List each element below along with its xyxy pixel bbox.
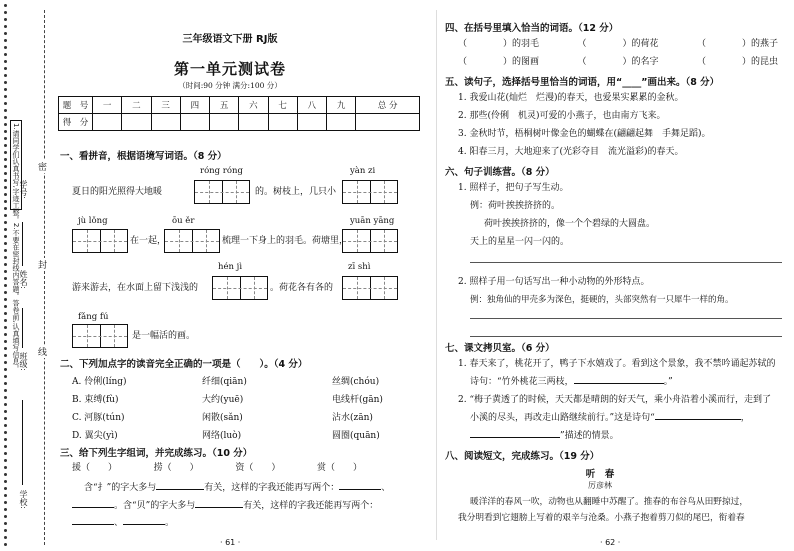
border-dot: [4, 4, 7, 7]
border-dot: [4, 361, 7, 364]
border-dot: [4, 529, 7, 532]
border-dot: [4, 291, 7, 294]
border-dot: [4, 67, 7, 70]
border-dot: [4, 39, 7, 42]
score-header-cell: 四: [180, 97, 209, 114]
border-dot: [4, 193, 7, 196]
q2-word: 纤细(qiān): [202, 377, 247, 387]
score-cell[interactable]: [151, 114, 180, 131]
blank[interactable]: [72, 507, 114, 508]
border-dot: [4, 81, 7, 84]
pinyin-henji: hén jì: [218, 262, 243, 272]
write-box-rongrong[interactable]: [194, 180, 250, 204]
border-dot: [4, 172, 7, 175]
pinyin-julong: jù lǒng: [78, 216, 108, 226]
border-dot: [4, 326, 7, 329]
q1-text-4: 梳理一下身上的羽毛。荷塘里，: [222, 236, 349, 246]
q2-word: 电线杆(gān): [332, 395, 383, 405]
number-label: 学号:: [19, 180, 28, 199]
border-dot: [4, 298, 7, 301]
border-dot: [4, 74, 7, 77]
char-zi[interactable]: 资（ ）: [235, 463, 281, 473]
score-cell[interactable]: [356, 114, 420, 131]
class-blank[interactable]: [22, 308, 23, 348]
q2-option-row[interactable]: [72, 427, 422, 445]
q1-text-3: 在一起，: [130, 236, 167, 246]
border-dot: [4, 403, 7, 406]
poem-blank[interactable]: [574, 383, 664, 384]
score-cell[interactable]: [93, 114, 122, 131]
score-header-cell: 五: [210, 97, 239, 114]
q2-word: A. 伶俐(líng): [72, 377, 127, 387]
q2-word: 沾水(zān): [332, 413, 373, 423]
write-box-fangfu[interactable]: [72, 324, 128, 348]
border-dot: [4, 312, 7, 315]
border-dot: [4, 214, 7, 217]
border-dot: [4, 424, 7, 427]
q3-line-3: 、 。: [72, 517, 174, 529]
q2-option-row[interactable]: [72, 391, 422, 409]
char-shang[interactable]: 赏（ ）: [316, 463, 362, 473]
border-dot: [4, 179, 7, 182]
border-dot: [4, 130, 7, 133]
border-dot: [4, 200, 7, 203]
pinyin-fangfu: fǎng fú: [78, 312, 109, 322]
q6-item-1: 1. 照样子，把句子写生动。: [458, 183, 569, 193]
border-dot: [4, 186, 7, 189]
border-dot: [4, 354, 7, 357]
q3-line-2: 。含“贝”的字大多与 有关，这样的字我还能再写两个：: [72, 500, 378, 512]
q4-row-1[interactable]: （ ）的羽毛 （ ）的荷花 （ ）的燕子: [458, 39, 778, 49]
q6-example-1: 例：荷叶挨挨挤挤的。: [470, 201, 561, 211]
border-dot: [4, 396, 7, 399]
q2-word: 网络(luò): [202, 431, 242, 441]
seal-char-feng: 封: [38, 258, 47, 271]
q2-word: 圆圈(quān): [332, 431, 380, 441]
q2-option-row[interactable]: [72, 373, 422, 391]
q5-item-4[interactable]: 4. 阳春三月，大地迎来了(光彩夺目 流光溢彩)的春天。: [458, 147, 684, 157]
write-box-zishi[interactable]: [342, 276, 398, 300]
char-yuan[interactable]: 援（ ）: [72, 463, 118, 473]
blank[interactable]: [339, 489, 381, 490]
pinyin-rongrong: róng róng: [200, 166, 243, 176]
q7-line-3: 2. “梅子黄透了的时候，天天都是晴朗的好天气，乘小舟沿着小溪而行，走到了: [458, 395, 772, 405]
write-box-julong[interactable]: [72, 229, 128, 253]
q5-item-2[interactable]: 2. 那些(伶俐 机灵)可爱的小燕子，也由南方飞来。: [458, 111, 666, 121]
border-dot: [4, 263, 7, 266]
q5-item-3[interactable]: 3. 金秋时节，梧桐树叶像金色的蝴蝶在(翩翩起舞 手舞足蹈)。: [458, 129, 711, 139]
border-dot: [4, 53, 7, 56]
border-dot: [4, 389, 7, 392]
border-dot: [4, 151, 7, 154]
border-dot: [4, 25, 7, 28]
border-dot: [4, 109, 7, 112]
seal-line: [44, 10, 45, 545]
border-dot: [4, 207, 7, 210]
border-dot: [4, 165, 7, 168]
border-dot: [4, 284, 7, 287]
border-dot: [4, 445, 7, 448]
q6-example-1b: 荷叶挨挨挤挤的，像一个个碧绿的大圆盘。: [484, 219, 656, 229]
border-dot: [4, 459, 7, 462]
q3-line-1: 含“扌”的字大多与 有关，这样的字我还能再写两个： 、: [84, 483, 391, 493]
border-dot: [4, 249, 7, 252]
blank[interactable]: [156, 489, 204, 490]
q6-title: 六、句子训练营。（8 分）: [445, 167, 555, 178]
seal-char-mi: 密: [38, 160, 47, 173]
q6-example-2: 例：独角仙的甲壳多为深色，挺硬的，头部突然有一只犀牛一样的角。: [470, 295, 734, 305]
border-dot: [4, 452, 7, 455]
blank[interactable]: [123, 524, 165, 525]
q7-title: 七、课文拷贝室。（6 分）: [445, 343, 555, 354]
answer-line[interactable]: [470, 336, 782, 337]
passage-title: 听 春: [585, 469, 615, 480]
border-dot: [4, 11, 7, 14]
border-dot: [4, 487, 7, 490]
q1-text-1: 夏日的阳光照得大地暖: [72, 187, 163, 197]
border-dot: [4, 473, 7, 476]
score-cell[interactable]: [210, 114, 239, 131]
border-dot: [4, 305, 7, 308]
q1-text-7: 是一幅活的画。: [132, 331, 196, 341]
q7-line-5: ”描述的情景。: [470, 430, 619, 442]
border-dot: [4, 431, 7, 434]
seal-char-xian: 线: [38, 345, 47, 358]
border-dot: [4, 494, 7, 497]
border-dot: [4, 116, 7, 119]
border-dot: [4, 144, 7, 147]
border-dot: [4, 501, 7, 504]
name-blank[interactable]: [22, 222, 23, 266]
border-dot: [4, 410, 7, 413]
write-box-ouer[interactable]: [164, 229, 220, 253]
char-lao[interactable]: 捞（ ）: [153, 463, 199, 473]
q2-word: 丝绸(chóu): [332, 377, 380, 387]
border-dot: [4, 235, 7, 238]
border-dot: [4, 270, 7, 273]
q2-word: 闲散(sǎn): [202, 413, 243, 423]
border-dot: [4, 228, 7, 231]
q2-word: B. 束缚(fù): [72, 395, 119, 405]
q7-line-1: 1. 春天来了，桃花开了，鸭子下水嬉戏了。看到这个景象，我不禁吟诵起苏轼的: [458, 359, 776, 369]
border-dot: [4, 18, 7, 21]
school-label: 学校:: [19, 490, 28, 509]
border-dot: [4, 256, 7, 259]
passage-author: 厉彦林: [588, 481, 612, 490]
dot-border: [2, 4, 10, 549]
q1-text-5: 游来游去，在水面上留下浅浅的: [72, 283, 199, 293]
page-number-right: · 62 ·: [600, 538, 621, 547]
q6-item-2: 2. 照样子用一句话写出一种小动物的外形特点。: [458, 277, 650, 287]
q3-chars[interactable]: [72, 462, 362, 474]
border-dot: [4, 158, 7, 161]
exam-meta: （时间:90 分钟 满分:100 分）: [178, 81, 282, 90]
score-cell[interactable]: [122, 114, 151, 131]
q2-title: 二、下列加点字的读音完全正确的一项是（ ）。（4 分）: [60, 359, 308, 370]
border-dot: [4, 438, 7, 441]
border-dot: [4, 382, 7, 385]
exam-rules: 1.请同学们认真书写,字迹工整。2.不要在密封线内答题。答卷前,认真填写信息。: [10, 120, 22, 210]
passage-line-2: 我分明看到它翅膀上写着的艰辛与沧桑。小燕子抱着剪刀似的尾巴，衔着春: [458, 513, 745, 523]
score-header-cell: 二: [122, 97, 151, 114]
border-dot: [4, 319, 7, 322]
score-header-cell: 七: [268, 97, 297, 114]
class-label: 班级:: [19, 352, 28, 371]
q2-options: [72, 373, 422, 445]
write-box-yuanyang[interactable]: [342, 229, 398, 253]
border-dot: [4, 242, 7, 245]
name-label: 姓名:: [19, 270, 28, 289]
poem-blank[interactable]: [655, 419, 741, 420]
border-dot: [4, 88, 7, 91]
q2-word: D. 翼尖(yì): [72, 431, 118, 441]
q2-word: 大约(yuē): [202, 395, 244, 405]
border-dot: [4, 375, 7, 378]
pinyin-ouer: ōu ěr: [172, 216, 195, 226]
score-header-cell: 八: [297, 97, 326, 114]
q7-line-4: 小溪的尽头，再改走山路继续前行。”这是诗句“ ，: [470, 413, 750, 423]
border-dot: [4, 102, 7, 105]
border-dot: [4, 515, 7, 518]
sidebar: [0, 0, 58, 551]
score-cell[interactable]: [239, 114, 268, 131]
q5-title: 五、读句子，选择括号里恰当的词语，用“____”画出来。（8 分）: [445, 77, 720, 88]
page-title: 第一单元测试卷: [173, 60, 286, 78]
blank[interactable]: [72, 524, 114, 525]
score-row-label: 得 分: [59, 114, 93, 131]
score-cell[interactable]: [327, 114, 356, 131]
border-dot: [4, 536, 7, 539]
border-dot: [4, 543, 7, 546]
book-header: 三年级语文下册 RJ版: [182, 34, 278, 45]
border-dot: [4, 466, 7, 469]
write-box-yanzi[interactable]: [342, 180, 398, 204]
score-table: [58, 96, 420, 131]
border-dot: [4, 123, 7, 126]
pinyin-yanzi: yàn zi: [350, 166, 376, 176]
border-dot: [4, 480, 7, 483]
border-dot: [4, 32, 7, 35]
q2-word: C. 河豚(tún): [72, 413, 125, 423]
score-header-cell: 九: [327, 97, 356, 114]
q5-item-1[interactable]: 1. 我爱山花(灿烂 烂漫)的春天，也爱果实累累的金秋。: [458, 93, 684, 103]
border-dot: [4, 137, 7, 140]
q4-title: 四、在括号里填入恰当的词语。（12 分）: [445, 23, 619, 34]
q8-title: 八、阅读短文，完成练习。（19 分）: [445, 451, 600, 462]
school-blank[interactable]: [22, 400, 23, 485]
q1-title: 一、看拼音，根据语境写词语。（8 分）: [60, 151, 227, 162]
q1-text-6: 。荷花各有各的: [270, 283, 334, 293]
q4-row-2[interactable]: （ ）的图画 （ ）的名字 （ ）的昆虫: [458, 57, 778, 67]
border-dot: [4, 417, 7, 420]
answer-line[interactable]: [470, 262, 782, 263]
q7-line-2: 诗句：“竹外桃花三两枝， 。”: [470, 377, 673, 387]
pinyin-yuanyang: yuān yāng: [350, 216, 395, 226]
score-header-cell: 总 分: [356, 97, 420, 114]
score-cell[interactable]: [268, 114, 297, 131]
answer-line[interactable]: [470, 318, 782, 319]
score-header-cell: 一: [93, 97, 122, 114]
q1-text-2: 的。树枝上，几只小: [255, 187, 337, 197]
border-dot: [4, 95, 7, 98]
page-number-left: · 61 ·: [220, 538, 241, 547]
border-dot: [4, 340, 7, 343]
q2-option-row[interactable]: [72, 409, 422, 427]
score-cell[interactable]: [180, 114, 209, 131]
page-divider: [436, 10, 437, 540]
blank[interactable]: [195, 507, 243, 508]
score-header-cell: 六: [239, 97, 268, 114]
border-dot: [4, 277, 7, 280]
border-dot: [4, 60, 7, 63]
border-dot: [4, 522, 7, 525]
poem-blank[interactable]: [470, 437, 560, 438]
border-dot: [4, 347, 7, 350]
q3-title: 三、给下列生字组词，并完成练习。（10 分）: [60, 448, 253, 459]
write-box-henji[interactable]: [212, 276, 268, 300]
score-cell[interactable]: [297, 114, 326, 131]
q6-sentence: 天上的星星一闪一闪的。: [470, 237, 570, 247]
score-header-cell: 题 号: [59, 97, 93, 114]
pinyin-zishi: zī shì: [348, 262, 371, 272]
border-dot: [4, 368, 7, 371]
border-dot: [4, 508, 7, 511]
score-header-cell: 三: [151, 97, 180, 114]
passage-line-1: 暖洋洋的春风一吹，动物也从翻睡中苏醒了。推春的布谷鸟从田野掠过，: [470, 497, 748, 507]
border-dot: [4, 46, 7, 49]
border-dot: [4, 333, 7, 336]
border-dot: [4, 221, 7, 224]
